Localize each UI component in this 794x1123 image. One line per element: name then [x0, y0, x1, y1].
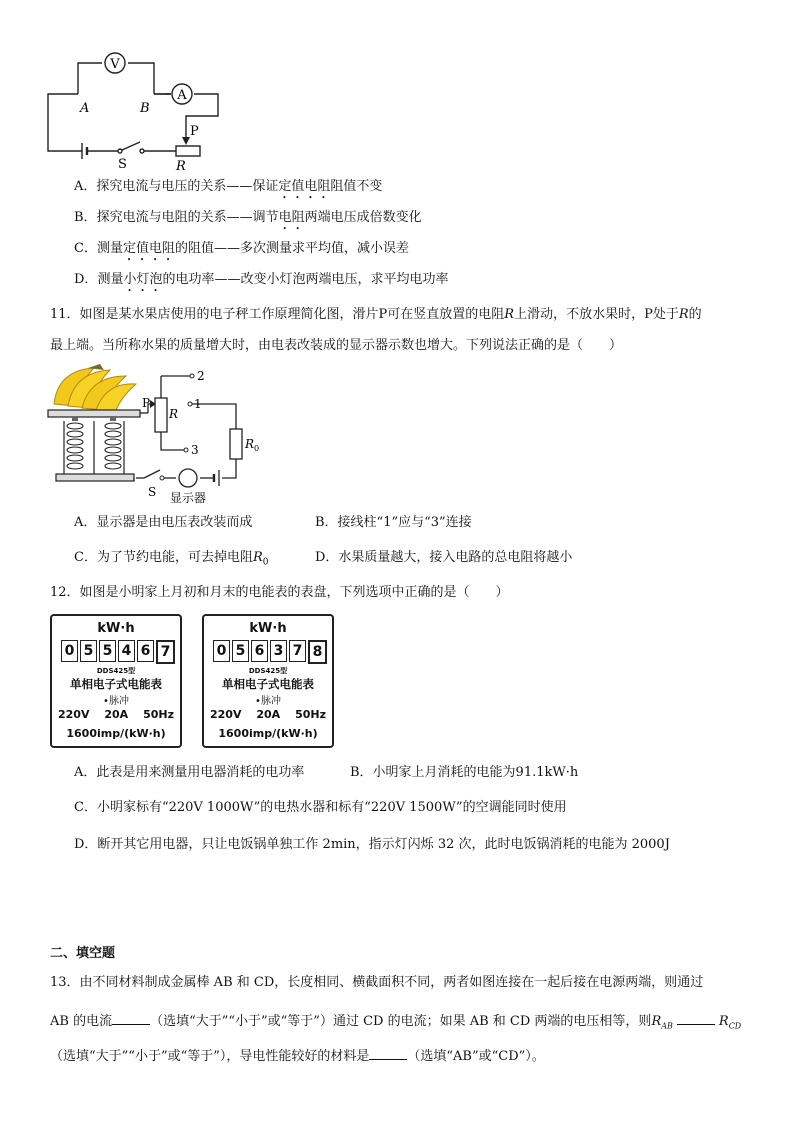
- q10-option-b[interactable]: [74, 210, 422, 233]
- meter-digit: 5: [232, 640, 249, 662]
- voltmeter-label: V: [110, 57, 120, 72]
- meter-digit: 0: [213, 640, 230, 662]
- q10-option-a[interactable]: [74, 179, 382, 202]
- option-emphasis: 定值电阻: [278, 179, 331, 194]
- meter-digit: 6: [251, 640, 268, 662]
- meter-constant: 1600imp/(kW·h): [218, 727, 318, 740]
- meter-current: 20A: [104, 708, 129, 721]
- meter-month-start: [50, 614, 182, 748]
- option-text: 的电功率——改变小灯泡两端电压，求平均电功率: [162, 272, 449, 287]
- meter-voltage: 220V: [58, 708, 90, 721]
- q11-stem-line1: [50, 307, 702, 323]
- q12-option-b[interactable]: B．小明家上月消耗的电能为91.1kW·h: [350, 765, 579, 780]
- stem-text: 的: [688, 307, 702, 322]
- meter-current: 20A: [256, 708, 281, 721]
- meter-digit: 7: [289, 640, 306, 662]
- option-text: C．为了节约电能，可去掉电阻: [74, 550, 253, 565]
- option-letter: B．: [74, 210, 97, 225]
- r-ab-symbol: R: [651, 1014, 662, 1029]
- r-cd-subscript: CD: [728, 1021, 742, 1031]
- meter-digit: 4: [118, 640, 135, 662]
- q12-option-d[interactable]: D．断开其它用电器，只让电饭锅单独工作 2min，指示灯闪烁 32 次，此时电饭锅消耗的电能为 2000J: [74, 837, 670, 852]
- slider-label: P: [142, 396, 151, 410]
- answer-blank[interactable]: [369, 1047, 407, 1060]
- resistor-symbol: R: [504, 307, 515, 322]
- meter-month-end: [202, 614, 334, 748]
- point-a-label: A: [80, 101, 90, 116]
- meter-model: DDS425型: [248, 667, 288, 675]
- q13-line3: [50, 1047, 545, 1065]
- stem-text: 11．如图是某水果店使用的电子秤工作原理简化图，滑片P可在竖直放置的电阻: [50, 307, 505, 322]
- option-letter: A．: [74, 179, 97, 194]
- answer-blank[interactable]: [112, 1012, 150, 1025]
- option-text: 两端电压成倍数变化: [304, 210, 422, 225]
- terminal-2-label: 2: [197, 369, 205, 383]
- option-letter: C．: [74, 241, 97, 256]
- meter-digit: 3: [270, 640, 287, 662]
- stem-text: （选填“大于”“小于”或“等于”）通过 CD 的电流；如果 AB 和 CD 两端的电压相等，则: [150, 1014, 652, 1029]
- q13-line1: 13．由不同材料制成金属棒 AB 和 CD，长度相同、横截面积不同，两者如图连接在一起后接在电源两端，则通过: [50, 975, 704, 990]
- q10-circuit-diagram: [40, 48, 230, 176]
- point-b-label: B: [140, 101, 150, 116]
- q12-stem: 12．如图是小明家上月初和月末的电能表的表盘，下列选项中正确的是（ ）: [50, 585, 509, 600]
- q10-option-c[interactable]: [74, 241, 409, 264]
- switch-label: S: [148, 485, 157, 499]
- meter-spec: [210, 708, 326, 721]
- option-text: 测量: [97, 272, 124, 287]
- pulse-indicator: •脉冲: [103, 696, 129, 707]
- stem-text: 上滑动，不放水果时，P处于: [514, 307, 679, 322]
- q13-line2: [50, 1012, 741, 1035]
- r0-subscript: 0: [262, 557, 269, 568]
- display-label: 显示器: [170, 491, 207, 505]
- resistor-label: R: [169, 407, 179, 421]
- q12-option-a[interactable]: A．此表是用来测量用电器消耗的电功率: [74, 765, 305, 780]
- meter-digit: 5: [99, 640, 116, 662]
- q11-option-a[interactable]: A．显示器是由电压表改装而成: [74, 515, 253, 530]
- display-meter-icon: [179, 469, 197, 487]
- meter-digit: 5: [80, 640, 97, 662]
- meter-name: 单相电子式电能表: [70, 677, 162, 691]
- r-cd-symbol: R: [718, 1014, 729, 1029]
- q11-scale-diagram: [44, 362, 264, 508]
- meter-spec: [58, 708, 174, 721]
- option-text: 测量: [96, 241, 123, 256]
- option-emphasis: 小灯泡: [123, 272, 163, 287]
- meter-decimal-digit: 7: [156, 640, 175, 664]
- meter-voltage: 220V: [210, 708, 242, 721]
- option-letter: D．: [74, 272, 98, 287]
- q11-option-b[interactable]: B．接线柱“1”应与“3”连接: [315, 515, 472, 530]
- stem-text: （选填“大于”“小于”或“等于”），导电性能较好的材料是: [50, 1049, 370, 1064]
- meter-frequency: 50Hz: [295, 708, 326, 721]
- meter-reading: [61, 640, 177, 664]
- meter-unit: kW·h: [97, 621, 135, 636]
- q11-option-c[interactable]: [74, 550, 268, 571]
- slider-label: P: [190, 124, 199, 139]
- terminal-3-label: 3: [191, 443, 199, 457]
- meter-digit: 6: [137, 640, 154, 662]
- resistor-symbol: R: [678, 307, 689, 322]
- pulse-indicator: •脉冲: [255, 696, 281, 707]
- meter-constant: 1600imp/(kW·h): [66, 727, 166, 740]
- meter-decimal-digit: 8: [308, 640, 327, 664]
- q11-stem-line2: 最上端。当所称水果的质量增大时，由电表改装成的显示器示数也增大。下列说法正确的是（ ）: [50, 338, 623, 353]
- meter-digit: 0: [61, 640, 78, 662]
- switch-label: S: [118, 157, 127, 172]
- option-text: 探究电流与电压的关系——保证: [96, 179, 279, 194]
- meter-model: DDS425型: [96, 667, 136, 675]
- ammeter-label: A: [177, 88, 187, 103]
- q10-option-d[interactable]: [74, 272, 448, 295]
- answer-blank[interactable]: [677, 1012, 715, 1025]
- meter-name: 单相电子式电能表: [222, 677, 314, 691]
- bananas-icon: [54, 364, 136, 410]
- terminal-1-label: 1: [194, 397, 202, 411]
- r0-label: $R_0$: [245, 437, 260, 453]
- option-emphasis: 电阻: [278, 210, 305, 225]
- r-ab-subscript: AB: [661, 1021, 673, 1031]
- meter-unit: kW·h: [249, 621, 287, 636]
- option-emphasis: 定值电阻: [122, 241, 175, 256]
- stem-text: AB 的电流: [50, 1014, 113, 1029]
- resistor-label: R: [176, 159, 186, 174]
- option-text: 探究电流与电阻的关系——调节: [96, 210, 279, 225]
- r0-symbol: R: [252, 550, 263, 565]
- meter-reading: [213, 640, 329, 664]
- option-text: 的阻值——多次测量求平均值，减小误差: [174, 241, 409, 256]
- stem-text: （选填“AB”或“CD”）。: [407, 1049, 545, 1064]
- meter-frequency: 50Hz: [143, 708, 174, 721]
- section-title: 二、填空题: [50, 946, 116, 961]
- option-text: 阻值不变: [330, 179, 383, 194]
- q11-option-d[interactable]: D．水果质量越大，接入电路的总电阻将越小: [315, 550, 573, 565]
- q12-option-c[interactable]: C．小明家标有“220V 1000W”的电热水器和标有“220V 1500W”的空调能同时使用: [74, 800, 567, 815]
